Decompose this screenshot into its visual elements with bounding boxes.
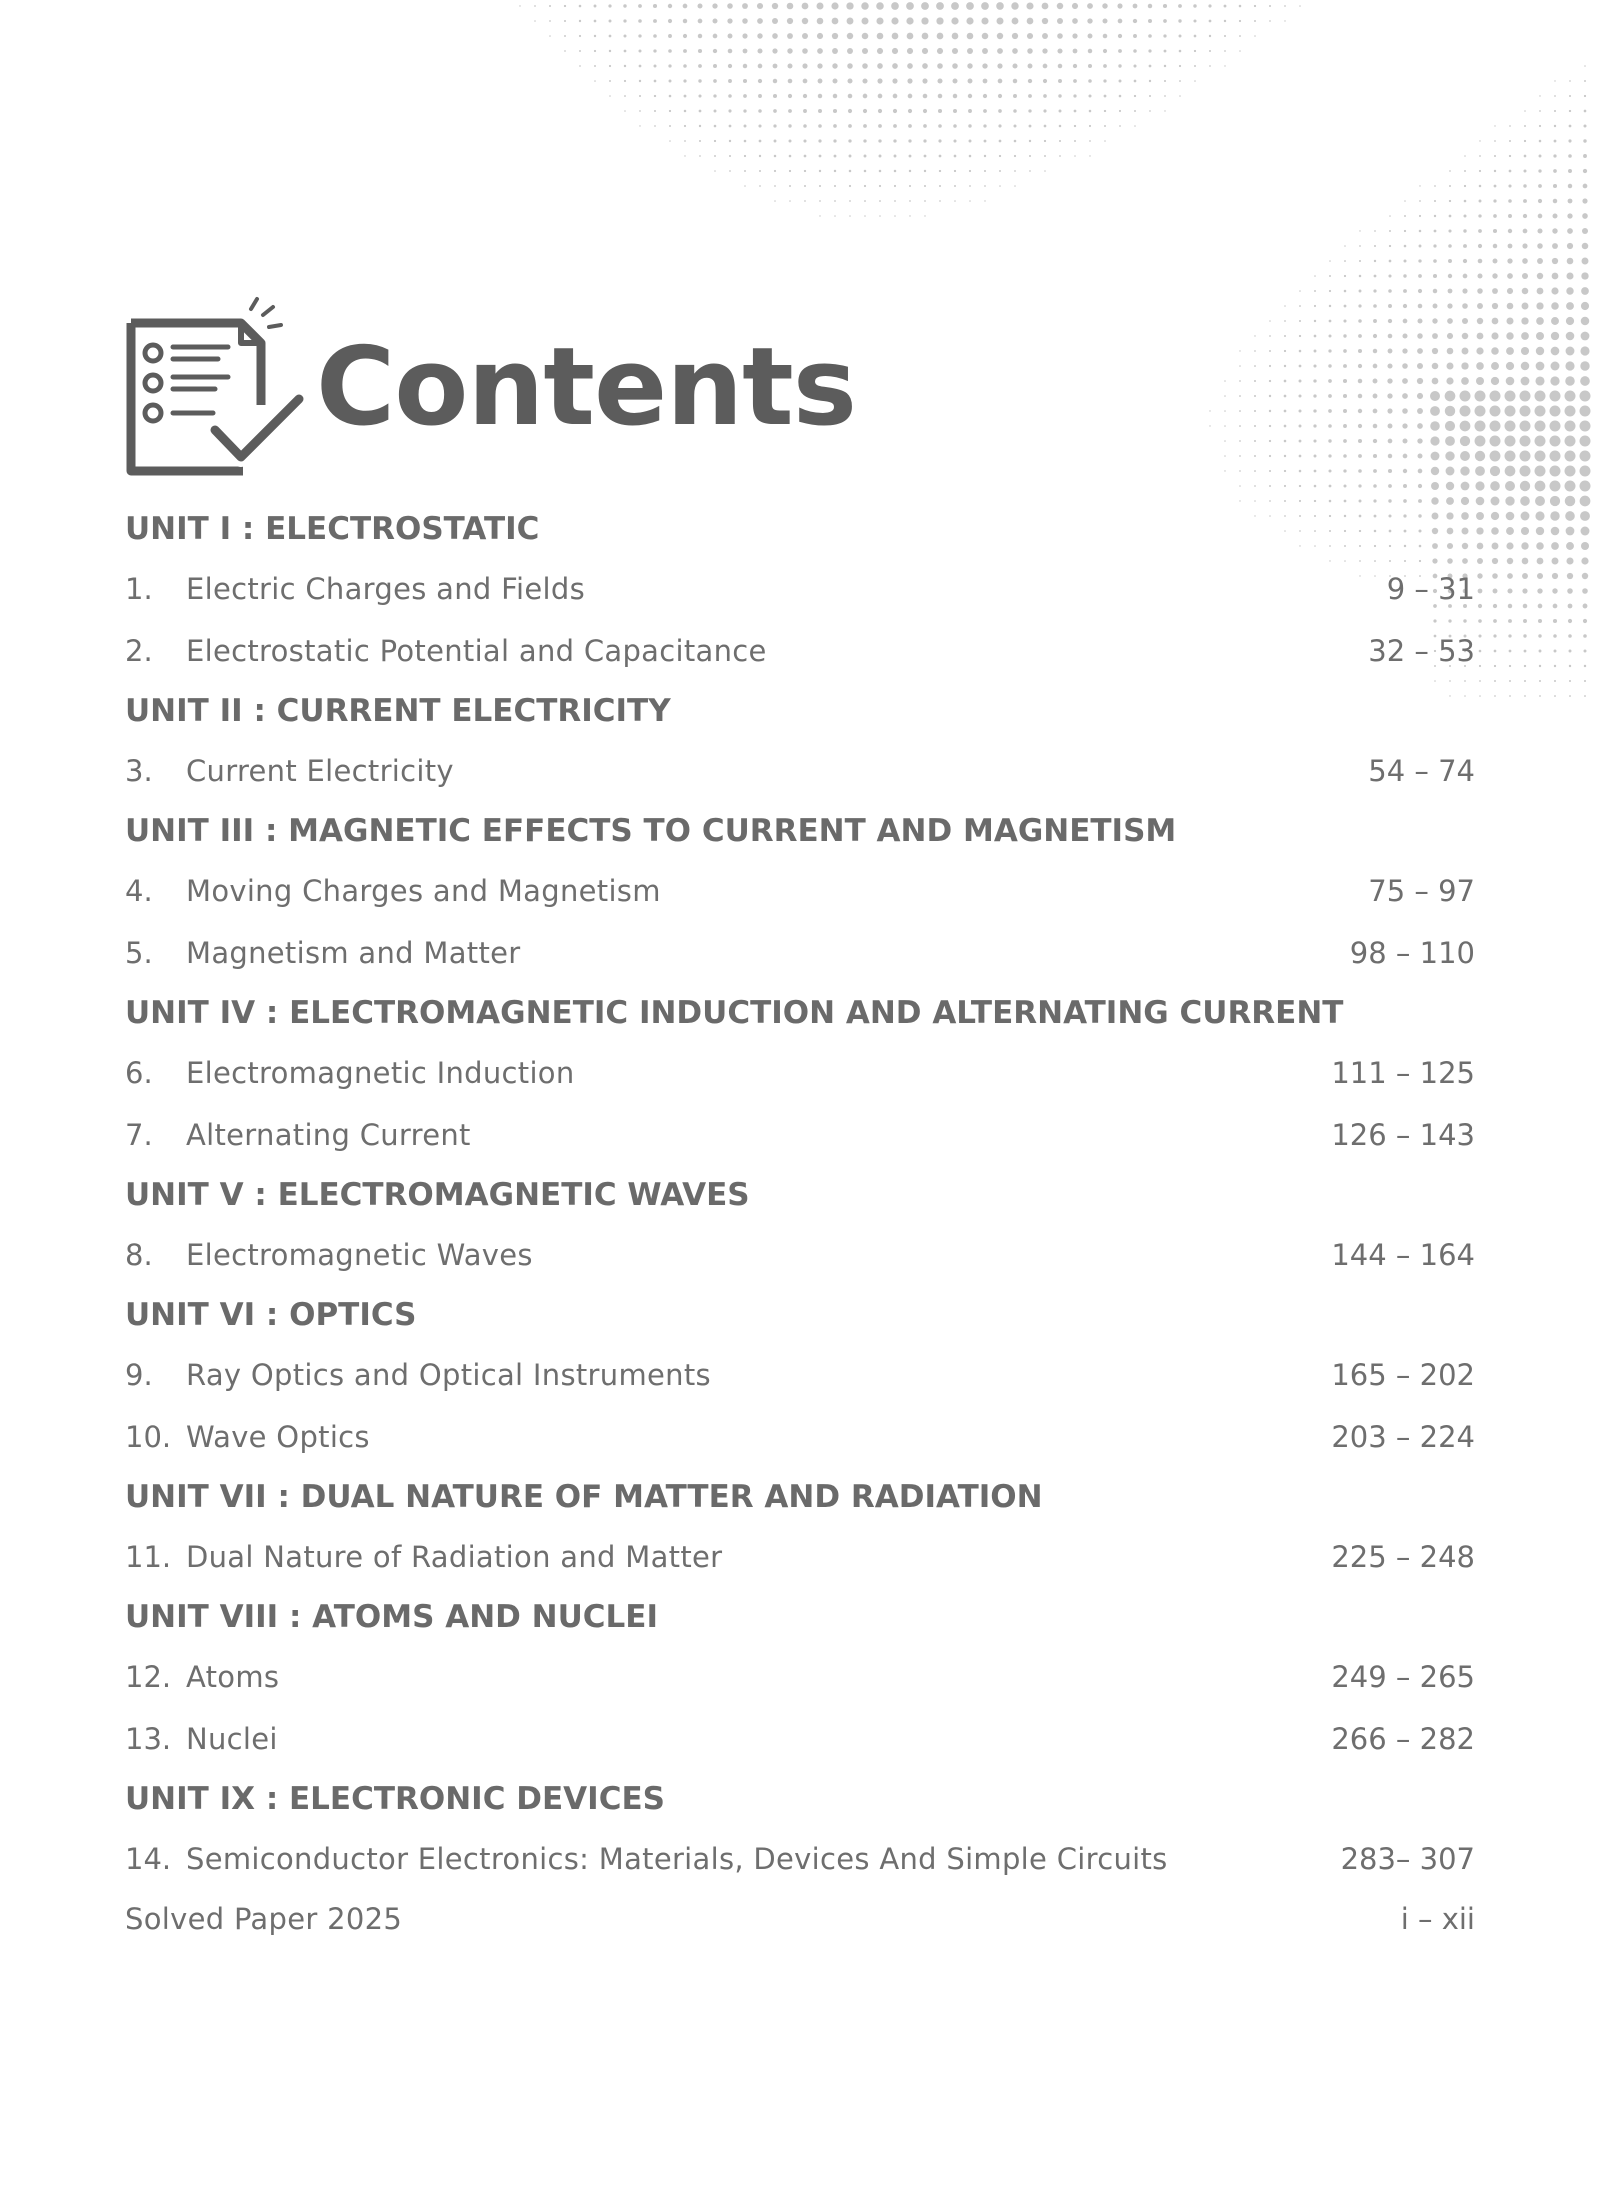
chapter-page-range: 225 – 248 (1331, 1540, 1475, 1574)
chapter-number: 14. (125, 1842, 172, 1876)
chapter-number: 8. (125, 1238, 153, 1272)
contents-header (123, 295, 856, 480)
chapter-title: Electrostatic Potential and Capacitance (186, 634, 767, 668)
chapter-page-range: 9 – 31 (1386, 572, 1475, 606)
chapter-title: Magnetism and Matter (186, 936, 521, 970)
chapter-page-range: 126 – 143 (1331, 1118, 1475, 1152)
unit-section (125, 1588, 1475, 1770)
chapter-number: 2. (125, 634, 153, 668)
chapter-entry (125, 740, 1475, 802)
chapter-title: Electromagnetic Induction (186, 1056, 575, 1090)
chapter-title: Nuclei (186, 1722, 278, 1756)
unit-section (125, 1770, 1475, 1890)
chapter-page-range: 75 – 97 (1368, 874, 1475, 908)
page-title: Contents (316, 324, 857, 450)
chapter-page-range: 54 – 74 (1368, 754, 1475, 788)
chapter-page-range: 144 – 164 (1331, 1238, 1475, 1272)
chapter-number: 6. (125, 1056, 153, 1090)
chapter-number: 3. (125, 754, 153, 788)
chapter-page-range: 266 – 282 (1331, 1722, 1475, 1756)
chapter-page-range: 249 – 265 (1331, 1660, 1475, 1694)
unit-section (125, 682, 1475, 802)
chapter-entry (125, 1344, 1475, 1406)
chapter-title: Atoms (186, 1660, 280, 1694)
unit-heading: UNIT IX : ELECTRONIC DEVICES (125, 1781, 665, 1817)
chapter-entry (125, 1104, 1475, 1166)
unit-section (125, 1468, 1475, 1588)
chapter-entry (125, 1406, 1475, 1468)
unit-heading: UNIT IV : ELECTROMAGNETIC INDUCTION AND ALTERNATING CURRENT (125, 995, 1344, 1031)
unit-section (125, 1166, 1475, 1286)
unit-heading: UNIT VII : DUAL NATURE OF MATTER AND RADIATION (125, 1479, 1043, 1515)
chapter-entry (125, 1828, 1475, 1890)
chapter-page-range: 203 – 224 (1331, 1420, 1475, 1454)
chapter-number: 9. (125, 1358, 153, 1392)
chapter-entry (125, 1042, 1475, 1104)
chapter-title: Wave Optics (186, 1420, 370, 1454)
chapter-number: 10. (125, 1420, 172, 1454)
unit-heading: UNIT VI : OPTICS (125, 1297, 417, 1333)
chapter-page-range: 283– 307 (1340, 1842, 1475, 1876)
unit-heading: UNIT III : MAGNETIC EFFECTS TO CURRENT AND MAGNETISM (125, 813, 1177, 849)
unit-heading: UNIT VIII : ATOMS AND NUCLEI (125, 1599, 659, 1635)
chapter-number: 7. (125, 1118, 153, 1152)
chapter-number: 4. (125, 874, 153, 908)
chapter-title: Ray Optics and Optical Instruments (186, 1358, 711, 1392)
chapter-title: Alternating Current (186, 1118, 471, 1152)
chapter-entry (125, 1646, 1475, 1708)
solved-paper-entry (125, 1890, 1475, 1948)
unit-heading: UNIT I : ELECTROSTATIC (125, 511, 540, 547)
chapter-title: Dual Nature of Radiation and Matter (186, 1540, 723, 1574)
unit-heading: UNIT II : CURRENT ELECTRICITY (125, 693, 671, 729)
chapter-page-range: 165 – 202 (1331, 1358, 1475, 1392)
unit-section (125, 984, 1475, 1166)
chapter-number: 12. (125, 1660, 172, 1694)
chapter-entry (125, 620, 1475, 682)
checklist-document-icon (123, 295, 308, 480)
unit-section (125, 802, 1475, 984)
chapter-page-range: 32 – 53 (1368, 634, 1475, 668)
unit-section (125, 500, 1475, 682)
chapter-entry (125, 860, 1475, 922)
solved-paper-page-range: i – xii (1400, 1902, 1475, 1936)
solved-paper-title: Solved Paper 2025 (125, 1902, 403, 1936)
chapter-title: Electric Charges and Fields (186, 572, 585, 606)
chapter-title: Moving Charges and Magnetism (186, 874, 661, 908)
chapter-title: Current Electricity (186, 754, 454, 788)
unit-heading: UNIT V : ELECTROMAGNETIC WAVES (125, 1177, 750, 1213)
chapter-entry (125, 922, 1475, 984)
chapter-title: Semiconductor Electronics: Materials, Devices And Simple Circuits (186, 1842, 1168, 1876)
chapter-number: 5. (125, 936, 153, 970)
chapter-entry (125, 1224, 1475, 1286)
chapter-entry (125, 1708, 1475, 1770)
chapter-entry (125, 558, 1475, 620)
table-of-contents (125, 500, 1475, 1948)
chapter-number: 11. (125, 1540, 172, 1574)
chapter-number: 13. (125, 1722, 172, 1756)
chapter-number: 1. (125, 572, 153, 606)
chapter-title: Electromagnetic Waves (186, 1238, 533, 1272)
chapter-page-range: 111 – 125 (1331, 1056, 1475, 1090)
unit-section (125, 1286, 1475, 1468)
chapter-entry (125, 1526, 1475, 1588)
chapter-page-range: 98 – 110 (1349, 936, 1475, 970)
